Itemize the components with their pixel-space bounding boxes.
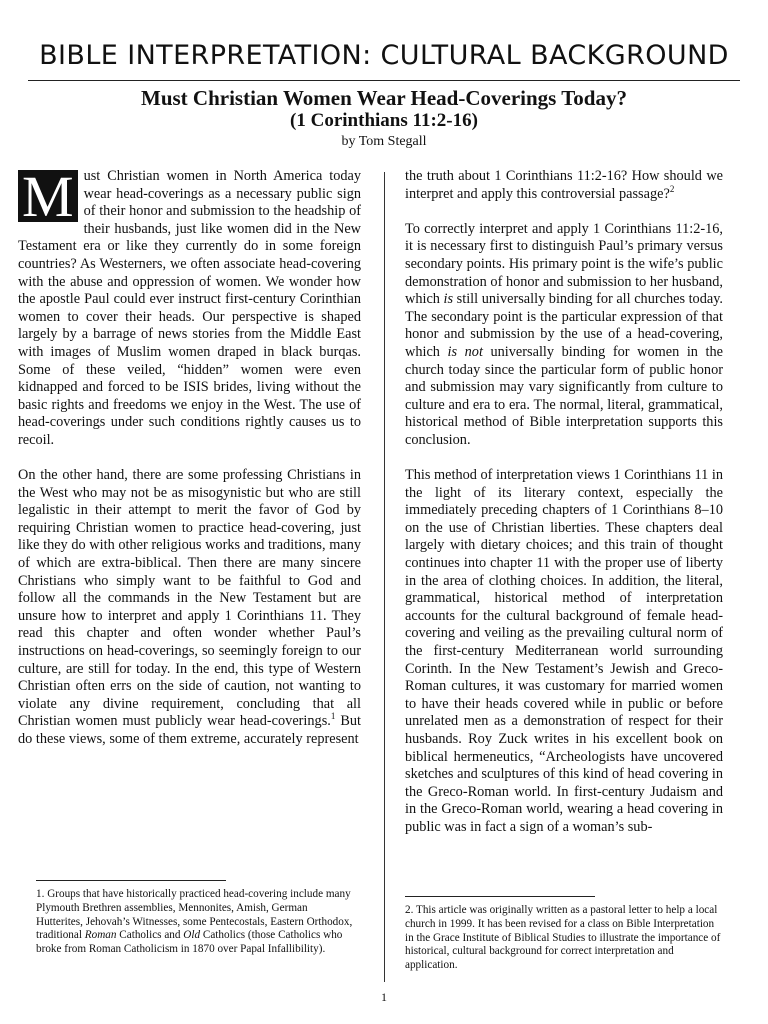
footnote-1-text-c: Catholics (those Catholics who broke from Roman Catholicism in 1870 over Papal Infallibility). <box>36 929 343 956</box>
paragraph-2-end: But do these views, some of them extreme, accurately represent <box>18 713 361 747</box>
footnote-1-old: Old <box>183 929 201 942</box>
footnote-rule-left <box>36 880 226 881</box>
paragraph-4-text-a: To correctly interpret and apply 1 Corinthians 11:2-16, it is necessary first to distinguish Paul’s primary versus secondary points. His primary point is the wife’s public demonstration of honor and submission to her husband, which <box>405 220 723 308</box>
banner-rule <box>28 80 740 81</box>
paragraph-4-text-b: still universally binding for all churches today. The secondary point is the particular expression of that honor and submission by the use of a head-covering, which <box>405 291 723 360</box>
paragraph-4 <box>405 221 723 450</box>
footnote-ref-1[interactable]: 1 <box>330 711 336 722</box>
paragraph-2-text: On the other hand, there are some professing Christians in the West who may not be as misogynistic but who are still legalistic in their attempt to merit the favor of God by requiring Christian women to practice head-covering, just like they do with other religious works and traditions, many of which are extra-biblical. Then there are many sincere Christians who simply want to be faithful to God and follow all the commands in the New Testament but are unsure how to interpret and apply 1 Corinthians 11. They read this chapter and often wonder whether Paul’s instructions on head-coverings, so seemingly foreign to our culture, are still for today. In the end, this type of Western Christian often errs on the side of caution, not wanting to violate any divine requirement, concluding that all Christian women must publicly wear head-coverings. <box>18 467 361 730</box>
footnote-ref-2[interactable]: 2 <box>669 183 675 194</box>
intro-paragraph <box>18 164 361 450</box>
page-number: 1 <box>381 990 387 1004</box>
footnote-1-text-b: Catholics and <box>116 929 184 942</box>
column-divider <box>384 172 385 982</box>
right-column <box>405 168 723 854</box>
paragraph-2 <box>18 467 361 749</box>
left-column <box>18 164 361 766</box>
paragraph-5: This method of interpretation views 1 Corinthians 11 in the light of its literary context, especially the immediately preceding chapters of 1 Corinthians 8–10 on the use of Christian liberties. These chapters deal largely with dietary choices; and this train of thought continues into chapter 11 with the proper use of liberty in the area of clothing choices. In addition, the literal, grammatical, historical method of interpretation accounts for the cultural background of female head-covering and veiling as the prevailing cultural norm of the first-century Mediterranean world surrounding Corinth. In the New Testament’s Jewish and Greco-Roman cultures, it was customary for married women to have their heads covered while in public or before unrelated men as a demonstration of respect for their husbands. Roy Zuck writes in his excellent book on biblical hermeneutics, “Archeologists have uncovered sketches and sculptures of this kind of head covering in the Greco-Roman world. In first-century Judaism and in the Greco-Roman world, wearing a head covering in public was in fact a sign of a woman’s sub- <box>405 467 723 835</box>
footnote-2: 2. This article was originally written as a pastoral letter to help a local church in 1999. It has been revised for a class on Bible Interpretation in the Grace Institute of Biblical Studies to illustrate the importance of historical, cultural background for correct interpretation and application. <box>405 904 721 972</box>
emphasis-is-not: is not <box>447 343 483 360</box>
footnote-1-text-a: 1. Groups that have historically practiced head-covering include many Plymouth Brethren assemblies, Mennonites, Amish, German Hutterites, Jehovah’s Witnesses, some Pentecostals, Eastern Orthodox, traditional <box>36 888 353 942</box>
paragraph-3 <box>405 168 723 203</box>
footnote-rule-right <box>405 896 595 897</box>
byline: by Tom Stegall <box>341 134 427 149</box>
footnote-1-roman: Roman <box>84 929 117 942</box>
drop-cap: M <box>18 170 78 222</box>
article-title: Must Christian Women Wear Head-Coverings Today? <box>141 86 627 110</box>
emphasis-is: is <box>443 291 454 308</box>
intro-text: ust Christian women in North America today wear head-coverings as a necessary public sign of their honor and submission to the headship of their husbands, just like women did in the New Testament era or like they currently do in some foreign countries? As Westerners, we often associate head-covering with the abuse and oppression of women. We wonder how the apostle Paul could ever instruct first-century Corinthian women to cover their heads. Our perspective is shaped largely by a barrage of news stories from the Middle East with images of Muslim women draped in black burqas. Some of these veiled, “hidden” women were even kidnapped and forced to be ISIS brides, living without the basic rights and freedoms we enjoy in the West. The use of head-coverings under such conditions rightly causes us to recoil. <box>18 168 361 448</box>
footnote-1 <box>36 888 354 957</box>
paragraph-3-text: the truth about 1 Corinthians 11:2-16? How should we interpret and apply this controversial passage? <box>405 168 723 202</box>
paragraph-4-text-c: universally binding for women in the church today since the particular form of public honor and submission may vary significantly from culture to culture and era to era. The normal, literal, grammatical, historical method of Bible interpretation supports this conclusion. <box>405 343 723 448</box>
banner-title: BIBLE INTERPRETATION: CULTURAL BACKGROUND <box>39 40 729 71</box>
scripture-reference: (1 Corinthians 11:2-16) <box>290 110 478 131</box>
